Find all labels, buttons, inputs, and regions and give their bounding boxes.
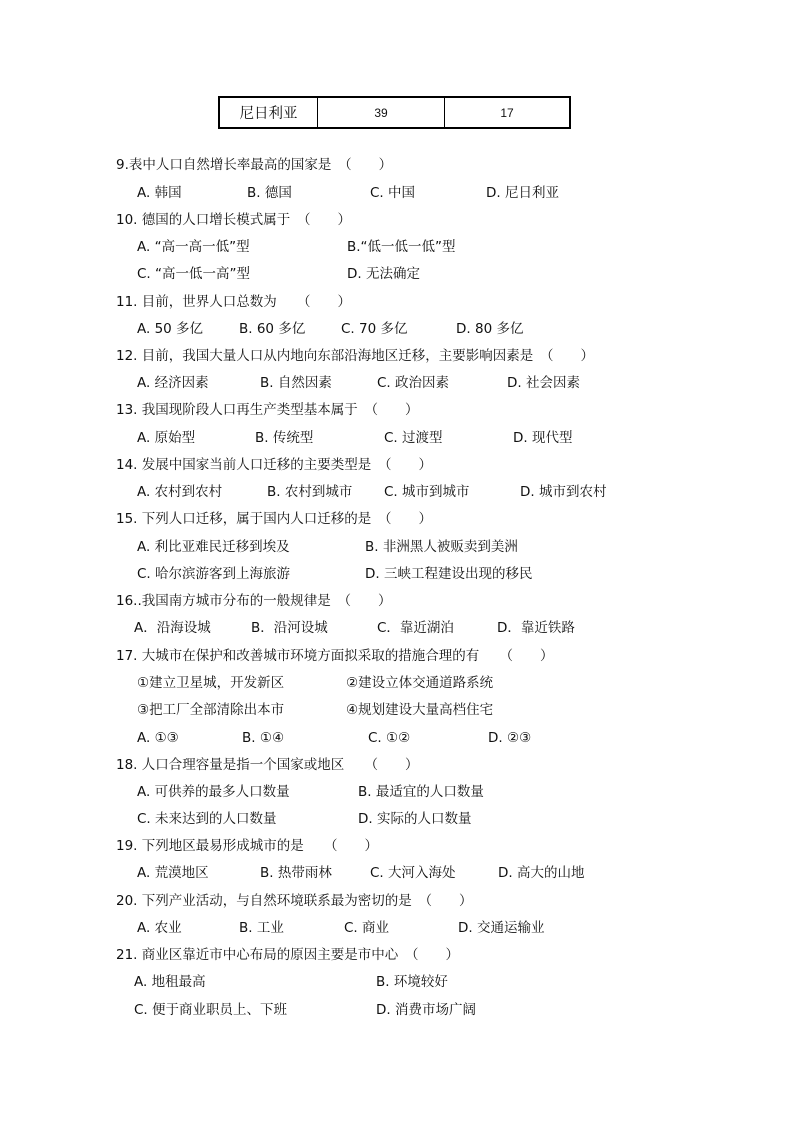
table-cell-value-1: 39 (318, 97, 445, 128)
question-15-option-d[interactable]: D. 三峡工程建设出现的移民 (365, 566, 533, 582)
question-16-option-a[interactable]: A．沿海设城 (134, 620, 211, 636)
question-16-option-d[interactable]: D．靠近铁路 (497, 620, 575, 636)
question-10-option-d[interactable]: D. 无法确定 (347, 266, 420, 282)
question-18-option-d[interactable]: D. 实际的人口数量 (358, 811, 472, 827)
question-15-option-c[interactable]: C. 哈尔滨游客到上海旅游 (137, 566, 291, 582)
question-17-option-c[interactable]: C. ①② (368, 730, 411, 746)
question-19-option-b[interactable]: B. 热带雨林 (260, 865, 332, 881)
question-15-option-b[interactable]: B. 非洲黑人被贩卖到美洲 (365, 539, 518, 555)
question-9-option-d[interactable]: D. 尼日利亚 (486, 185, 559, 201)
question-21-option-c[interactable]: C. 便于商业职员上、下班 (134, 1002, 288, 1018)
question-17-item-4: ④规划建设大量高档住宅 (346, 702, 494, 718)
table-cell-value-2: 17 (445, 97, 571, 128)
question-18-option-a[interactable]: A. 可供养的最多人口数量 (137, 784, 290, 800)
question-16-option-b[interactable]: B．沿河设城 (251, 620, 328, 636)
question-16-stem: 16..我国南方城市分布的一般规律是 （ ） (116, 593, 392, 609)
question-20-stem: 20. 下列产业活动，与自然环境联系最为密切的是 （ ） (116, 893, 473, 909)
question-21-option-a[interactable]: A. 地租最高 (134, 974, 206, 990)
question-17-item-3: ③把工厂全部清除出本市 (137, 702, 285, 718)
question-14-option-a[interactable]: A. 农村到农村 (137, 484, 223, 500)
question-11-option-c[interactable]: C. 70 多亿 (341, 321, 408, 337)
question-10-option-c[interactable]: C. “高一低一高”型 (137, 266, 250, 282)
question-9-option-b[interactable]: B. 德国 (247, 185, 292, 201)
question-9-stem: 9.表中人口自然增长率最高的国家是 （ ） (116, 157, 393, 173)
question-20-option-d[interactable]: D. 交通运输业 (458, 920, 545, 936)
question-13-option-c[interactable]: C. 过渡型 (384, 430, 443, 446)
question-16-option-c[interactable]: C．靠近湖泊 (377, 620, 454, 636)
question-14-option-d[interactable]: D. 城市到农村 (520, 484, 607, 500)
question-10-option-a[interactable]: A. “高一高一低”型 (137, 239, 250, 255)
question-11-option-d[interactable]: D. 80 多亿 (456, 321, 524, 337)
table-row (219, 97, 570, 128)
question-12-option-a[interactable]: A. 经济因素 (137, 375, 209, 391)
question-17-option-d[interactable]: D. ②③ (488, 730, 532, 746)
question-17-stem: 17. 大城市在保护和改善城市环境方面拟采取的措施合理的有 （ ） (116, 648, 554, 664)
question-17-item-2: ②建设立体交通道路系统 (346, 675, 494, 691)
question-20-option-a[interactable]: A. 农业 (137, 920, 182, 936)
table-cell-country: 尼日利亚 (219, 97, 318, 128)
question-20-option-c[interactable]: C. 商业 (344, 920, 390, 936)
question-21-option-b[interactable]: B. 环境较好 (376, 974, 448, 990)
question-13-option-d[interactable]: D. 现代型 (513, 430, 573, 446)
question-12-option-b[interactable]: B. 自然因素 (260, 375, 332, 391)
question-19-option-a[interactable]: A. 荒漠地区 (137, 865, 209, 881)
question-19-option-d[interactable]: D. 高大的山地 (498, 865, 585, 881)
question-17-item-1: ①建立卫星城，开发新区 (137, 675, 285, 691)
question-17-option-b[interactable]: B. ①④ (242, 730, 285, 746)
question-18-stem: 18. 人口合理容量是指一个国家或地区 （ ） (116, 757, 419, 773)
question-18-option-b[interactable]: B. 最适宜的人口数量 (358, 784, 484, 800)
question-19-option-c[interactable]: C. 大河入海处 (370, 865, 456, 881)
question-21-option-d[interactable]: D. 消费市场广阔 (376, 1002, 476, 1018)
question-11-stem: 11. 目前，世界人口总数为 （ ） (116, 294, 352, 310)
question-21-stem: 21. 商业区靠近市中心布局的原因主要是市中心 （ ） (116, 947, 460, 963)
question-14-stem: 14. 发展中国家当前人口迁移的主要类型是 （ ） (116, 457, 433, 473)
question-10-stem: 10. 德国的人口增长模式属于 （ ） (116, 212, 352, 228)
question-11-option-b[interactable]: B. 60 多亿 (239, 321, 306, 337)
question-20-option-b[interactable]: B. 工业 (239, 920, 284, 936)
question-17-option-a[interactable]: A. ①③ (137, 730, 179, 746)
question-14-option-b[interactable]: B. 农村到城市 (267, 484, 353, 500)
question-11-option-a[interactable]: A. 50 多亿 (137, 321, 204, 337)
question-10-option-b[interactable]: B.“低一低一低”型 (347, 239, 456, 255)
question-13-option-a[interactable]: A. 原始型 (137, 430, 196, 446)
question-13-option-b[interactable]: B. 传统型 (255, 430, 314, 446)
question-18-option-c[interactable]: C. 未来达到的人口数量 (137, 811, 277, 827)
question-12-stem: 12. 目前，我国大量人口从内地向东部沿海地区迁移，主要影响因素是 （ ） (116, 348, 595, 364)
question-15-option-a[interactable]: A. 利比亚难民迁移到埃及 (137, 539, 290, 555)
data-table-fragment (218, 96, 571, 129)
question-9-option-c[interactable]: C. 中国 (370, 185, 416, 201)
question-14-option-c[interactable]: C. 城市到城市 (384, 484, 470, 500)
question-12-option-c[interactable]: C. 政治因素 (377, 375, 450, 391)
question-9-option-a[interactable]: A. 韩国 (137, 185, 182, 201)
question-12-option-d[interactable]: D. 社会因素 (507, 375, 580, 391)
question-13-stem: 13. 我国现阶段人口再生产类型基本属于 （ ） (116, 402, 419, 418)
question-19-stem: 19. 下列地区最易形成城市的是 （ ） (116, 838, 379, 854)
question-15-stem: 15. 下列人口迁移，属于国内人口迁移的是 （ ） (116, 511, 433, 527)
